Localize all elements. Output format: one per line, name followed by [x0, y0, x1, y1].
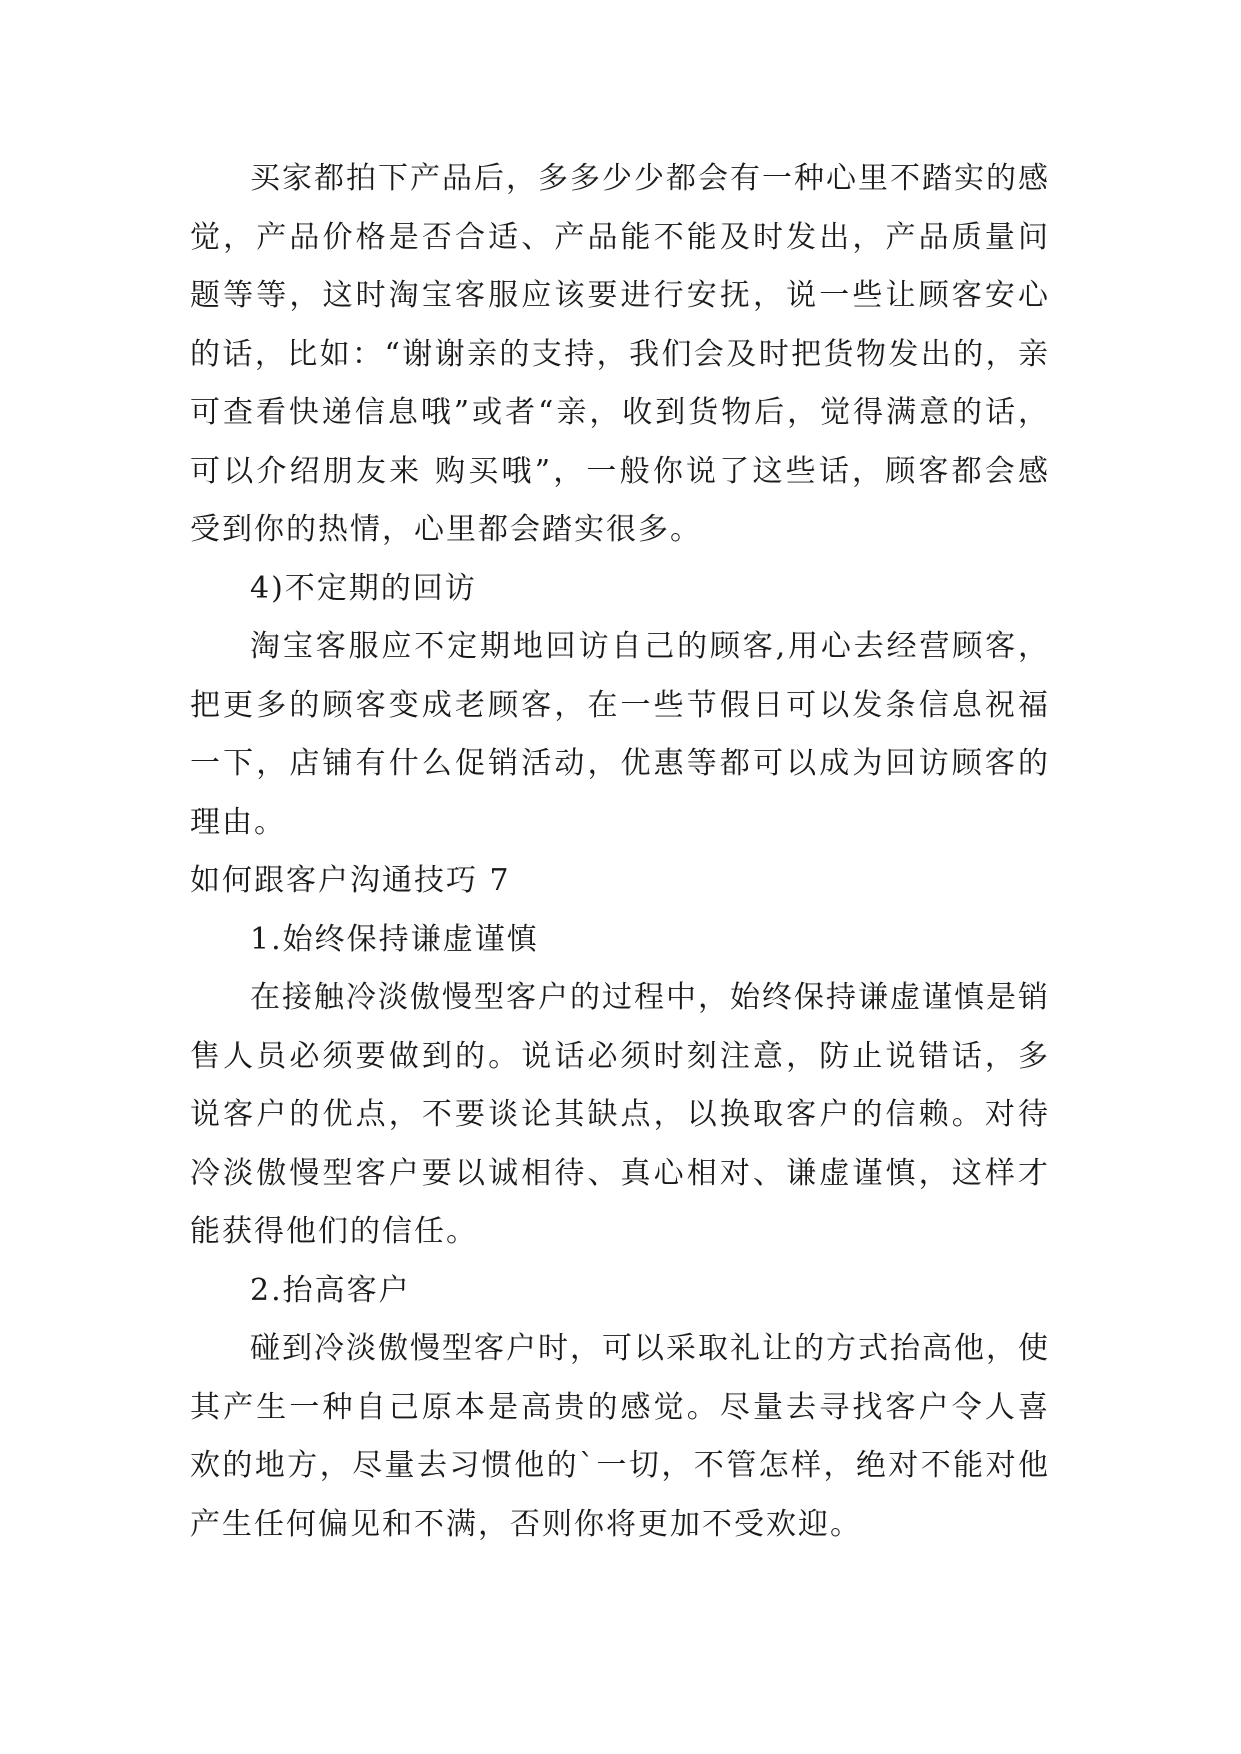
document-page [190, 150, 1050, 1554]
paragraph-customer-reassurance: 买家都拍下产品后，多多少少都会有一种心里不踏实的感觉，产品价格是否合适、产品能不能及时发出，产品质量问题等等，这时淘宝客服应该要进行安抚，说一些让顾客安心的话，比如：“谢谢亲的支持，我们会及时把货物发出的，亲可查看快递信息哦”或者“亲，收到货物后，觉得满意的话，可以介绍朋友来 购买哦”，一般你说了这些话，顾客都会感受到你的热情，心里都会踏实很多。 [190, 161, 1050, 547]
paragraph-elevate-customer: 碰到冷淡傲慢型客户时，可以采取礼让的方式抬高他，使其产生一种自己原本是高贵的感觉。尽量去寻找客户令人喜欢的地方，尽量去习惯他的`一切，不管怎样，绝对不能对他产生任何偏见和不满，否则你将更加不受欢迎。 [190, 1331, 1050, 1542]
subheading-stay-humble: 1.始终保持谦虚谨慎 [250, 921, 539, 957]
subheading-irregular-followup: 4)不定期的回访 [250, 570, 477, 606]
paragraph-stay-humble: 在接触冷淡傲慢型客户的过程中，始终保持谦虚谨慎是销售人员必须要做到的。说话必须时刻注意，防止说错话，多说客户的优点，不要谈论其缺点，以换取客户的信赖。对待冷淡傲慢型客户要以诚相待、真心相对、谦虚谨慎，这样才能获得他们的信任。 [190, 980, 1050, 1249]
section-heading-tips-7: 如何跟客户沟通技巧 7 [190, 863, 511, 898]
paragraph-followup: 淘宝客服应不定期地回访自己的顾客,用心去经营顾客，把更多的顾客变成老顾客，在一些节假日可以发条信息祝福一下，店铺有什么促销活动，优惠等都可以成为回访顾客的理由。 [190, 629, 1050, 840]
subheading-elevate-customer: 2.抬高客户 [250, 1272, 411, 1308]
